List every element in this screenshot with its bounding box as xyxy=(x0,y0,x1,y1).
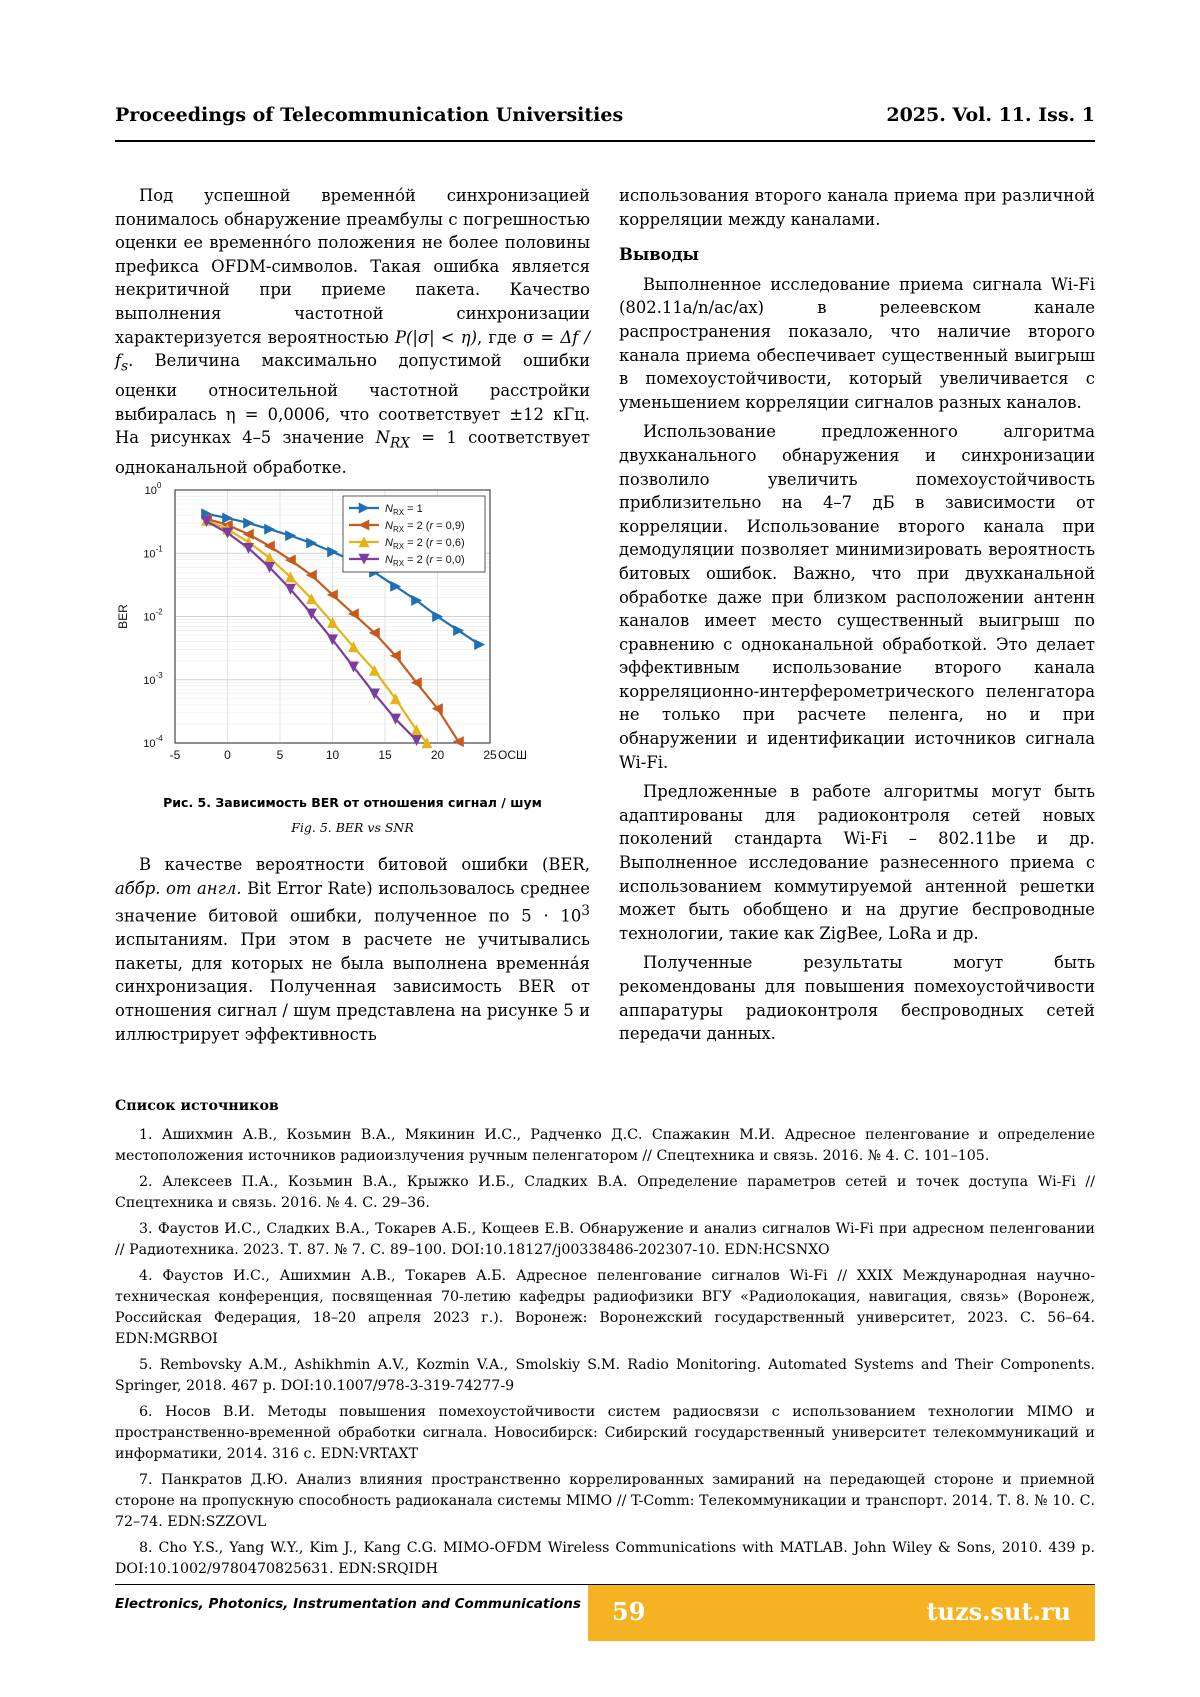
y-tick-label: $10^{-1}$ xyxy=(143,544,163,561)
figure-caption-en: Fig. 5. BER vs SNR xyxy=(291,820,414,835)
references-title: Список источников xyxy=(115,1098,279,1114)
paragraph-conclusion-1: Выполненное исследование приема сигнала Wi-Fi (802.11a/n/ac/ax) в релеевском канале распространения показало, что наличие второго канала приема обеспечивает существенный выигрыш в помехоустойчивости, который увеличивается с уменьшением корреляции сигналов разных каналов. xyxy=(619,274,1095,412)
y-axis-label: BER xyxy=(116,604,130,629)
site-link[interactable]: tuzs.sut.ru xyxy=(926,1597,1071,1626)
y-tick-label: $10^{-2}$ xyxy=(143,607,163,624)
section-title-conclusions: Выводы xyxy=(619,245,699,265)
reference-item: 4. Фаустов И.С., Ашихмин А.В., Токарев А.Б. Адресное пеленгование сигналов Wi-Fi // XXIX Международная научно-техническая конференция, посвященная 70-летию кафедры радиофизики ВГУ «Радиолокация, навигация, связь» (Воронеж, Российская Федерация, 18–20 апреля 2023 г.). Воронеж: Воронежский государственный университет, 2023. С. 56–64. EDN:MGRBOI xyxy=(115,1268,1095,1347)
legend-entry: $N_{RX} = 1$ xyxy=(385,503,423,517)
page-number: 59 xyxy=(612,1597,646,1626)
text-run: испытаниям. При этом в расчете не учитывались пакеты, для которых не была выполнена временна́я синхронизация. Полученная зависимость BER от отношения сигнал / шум представлена на рисунке 5 и иллюстрирует эффективность xyxy=(115,930,590,1044)
legend-entry: $N_{RX} = 2$ (r = 0,0) xyxy=(385,554,465,568)
formula-subscript: s xyxy=(121,358,129,375)
left-column-top xyxy=(115,184,590,480)
paragraph-continuation: использования второго канала приема при различной корреляции между каналами. xyxy=(619,186,1095,229)
header-divider xyxy=(115,140,1095,142)
y-tick-label: $10^0$ xyxy=(144,481,162,497)
x-tick-label: -5 xyxy=(169,748,181,762)
legend-entry: $N_{RX} = 2$ (r = 0,6) xyxy=(385,537,465,551)
issue-info: 2025. Vol. 11. Iss. 1 xyxy=(886,104,1095,126)
x-tick-label: 15 xyxy=(378,748,392,762)
paragraph-conclusion-3: Предложенные в работе алгоритмы могут быть адаптированы для радиоконтроля сетей новых поколений стандарта Wi-Fi – 802.11be и др. Выполненное исследование разнесенного приема с использованием коммутируемой антенной решетки может быть обобщено и на другие беспроводные технологии, такие как ZigBee, LoRa и др. xyxy=(619,782,1095,943)
x-tick-label: 5 xyxy=(276,748,284,762)
x-tick-label: 20 xyxy=(430,748,445,762)
formula-nrx xyxy=(375,428,410,452)
ber-chart xyxy=(115,480,590,790)
paragraph-conclusion-2: Использование предложенного алгоритма двухканального обнаружения и синхронизации позволило увеличить помехоустойчивость приблизительно на 4–7 дБ в зависимости от корреляции. Использование второго канала при демодуляции позволяет минимизировать вероятность битовых ошибок. Важно, что при двухканальной обработке даже при близком расположении антенн каналов имеет место существенный выигрыш по сравнению с одноканальной обработкой. Это делает эффективным использование второго канала корреляционно-интерферометрического пеленгатора не только при расчете пеленга, но и при обнаружении и идентификации источников сигнала Wi-Fi. xyxy=(619,422,1095,772)
figure-caption-ru: Рис. 5. Зависимость BER от отношения сигнал / шум xyxy=(163,795,542,810)
x-tick-label: 10 xyxy=(325,748,340,762)
superscript: 3 xyxy=(581,903,590,920)
reference-item: 3. Фаустов И.С., Сладких В.А., Токарев А.Б., Кощеев Е.В. Обнаружение и анализ сигналов Wi-Fi при адресном пеленговании // Радиотехника. 2023. Т. 87. № 7. С. 89–100. DOI:10.18127/j00338486-202307-10. EDN:HCSNXO xyxy=(115,1221,1095,1258)
reference-item: 1. Ашихмин А.В., Козьмин В.А., Мякинин И.С., Радченко Д.С. Спажакин М.И. Адресное пеленгование и определение местоположения источников радиоизлучения ручным пеленгатором // Спецтехника и связь. 2016. № 4. С. 101–105. xyxy=(115,1127,1095,1164)
text-run: В качестве вероятности битовой ошибки (BER, xyxy=(139,855,590,874)
paragraph-ber xyxy=(115,853,590,1046)
paragraph-conclusion-4: Полученные результаты могут быть рекомендованы для повышения помехоустойчивости аппаратуры радиоконтроля беспроводных сетей передачи данных. xyxy=(619,953,1095,1044)
reference-item: 5. Rembovsky A.M., Ashikhmin A.V., Kozmin V.A., Smolskiy S.M. Radio Monitoring. Automated Systems and Their Components. Springer, 2018. 467 p. DOI:10.1007/978-3-319-74277-9 xyxy=(115,1357,1095,1394)
text-run: . Величина максимально допустимой ошибки оценки относительной частотной расстройки выбиралась η = 0,0006, что соответствует ±12 кГц. На рисунках 4–5 значение xyxy=(115,351,590,448)
reference-item: 2. Алексеев П.А., Козьмин В.А., Крыжко И.Б., Сладких В.А. Определение параметров сетей и точек доступа Wi-Fi // Спецтехника и связь. 2016. № 4. С. 29–36. xyxy=(115,1174,1095,1211)
text-run: Под успешной временно́й синхронизацией понималось обнаружение преамбулы с погрешностью оценки ее временно́го положения не более половины префикса OFDM-символов. Такая ошибка является некритичной при приеме пакета. Качество выполнения частотной синхронизации характеризуется вероятностью xyxy=(115,186,590,347)
formula-text: Δf / f xyxy=(115,327,590,371)
x-tick-label: 25 xyxy=(483,748,497,762)
reference-item: 6. Носов В.И. Методы повышения помехоустойчивости систем радиосвязи с использованием технологии MIMO и пространственно-временной обработки сигнала. Новосибирск: Сибирский государственный университет телекоммуникаций и информатики, 2014. 316 с. EDN:VRTAXT xyxy=(115,1404,1095,1462)
paragraph-sync xyxy=(115,184,590,480)
y-tick-label: $10^{-3}$ xyxy=(143,670,163,687)
formula-probability: P(|σ| < η) xyxy=(394,327,477,347)
references-section xyxy=(115,1096,1095,1585)
y-tick-label: $10^{-4}$ xyxy=(143,734,163,750)
formula-text: N xyxy=(375,428,390,448)
text-run: , где σ = xyxy=(476,327,561,347)
formula-subscript: RX xyxy=(389,435,410,452)
footer-series-title: Electronics, Photonics, Instrumentation and Communications xyxy=(115,1596,581,1612)
running-header xyxy=(115,104,1095,134)
text-run: Bit Error Rate) использовалось среднее значение битовой ошибки, полученное по 5 · 10 xyxy=(115,878,590,926)
italic-run: аббр. от англ. xyxy=(115,878,242,898)
left-column-bottom xyxy=(115,853,590,1046)
reference-item: 7. Панкратов Д.Ю. Анализ влияния пространственно коррелированных замираний на передающей стороне и приемной стороне на пропускную способность радиоканала системы MIMO // T-Comm: Телекоммуникации и транспорт. 2014. Т. 8. № 10. С. 72–74. EDN:SZZOVL xyxy=(115,1472,1095,1530)
x-tick-label: 0 xyxy=(224,748,231,762)
legend-entry: $N_{RX} = 2$ (r = 0,9) xyxy=(385,520,465,534)
right-column xyxy=(619,184,1095,1052)
footer-accent-box xyxy=(588,1585,1095,1641)
reference-item: 8. Cho Y.S., Yang W.Y., Kim J., Kang C.G. MIMO-OFDM Wireless Communications with MATLAB. John Wiley & Sons, 2010. 439 p. DOI:10.1002/9780470825631. EDN:SRQIDH xyxy=(115,1540,1095,1577)
text-run: = 1 соответствует одноканальной обработке. xyxy=(115,428,590,478)
journal-title: Proceedings of Telecommunication Universities xyxy=(115,104,624,126)
x-axis-label: ОСШ xyxy=(498,748,527,762)
